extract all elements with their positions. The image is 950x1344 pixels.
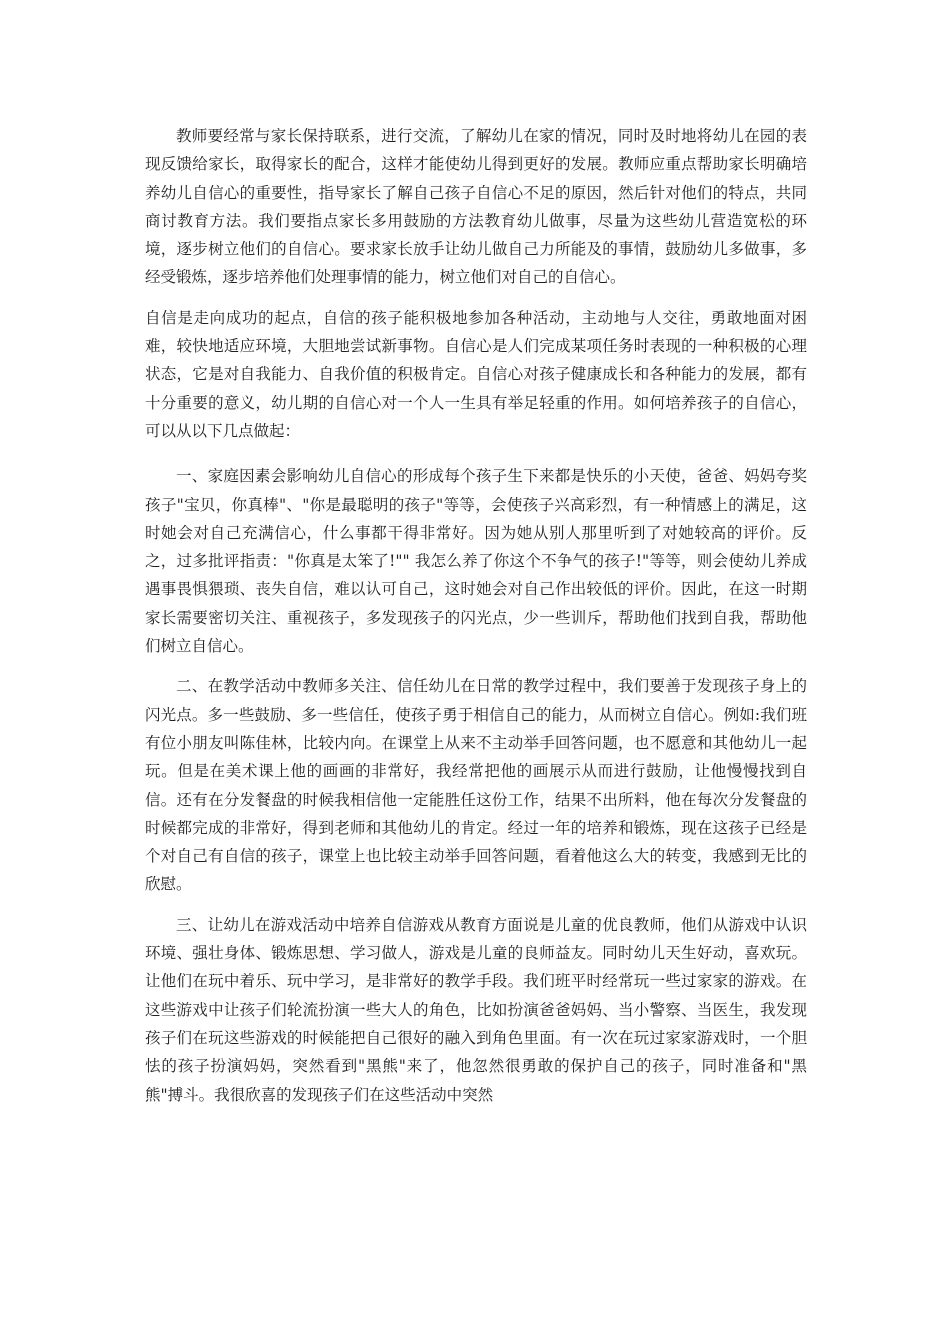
- paragraph-point-one: 一、家庭因素会影响幼儿自信心的形成每个孩子生下来都是快乐的小天使，爸爸、妈妈夸奖孩子"宝贝，你真棒"、"你是最聪明的孩子"等等，会使孩子兴高彩烈，有一种情感上的满足，这时她会对自己充满信心，什么事都干得非常好。因为她从别人那里听到了对她较高的评价。反之，过多批评指责："你真是太笨了!"" 我怎么养了你这个不争气的孩子!"等等，则会使幼儿养成遇事畏惧猥琐、丧失自信，难以认可自己，这时她会对自己作出较低的评价。因此，在这一时期家长需要密切关注、重视孩子，多发现孩子的闪光点，少一些训斥，帮助他们找到自我，帮助他们树立自信心。: [145, 467, 807, 656]
- paragraph-point-three: 三、让幼儿在游戏活动中培养自信游戏从教育方面说是儿童的优良教师，他们从游戏中认识环境、强壮身体、锻炼思想、学习做人，游戏是儿童的良师益友。同时幼儿天生好动，喜欢玩。让他们在玩中着乐、玩中学习，是非常好的教学手段。我们班平时经常玩一些过家家的游戏。在这些游戏中让孩子们轮流扮演一些大人的角色，比如扮演爸爸妈妈、当小警察、当医生，我发现孩子们在玩这些游戏的时候能把自己很好的融入到角色里面。有一次在玩过家家游戏时，一个胆怯的孩子扮演妈妈，突然看到"黑熊"来了，他忽然很勇敢的保护自己的孩子，同时准备和"黑熊"搏斗。我很欣喜的发现孩子们在这些活动中突然: [145, 915, 807, 1104]
- paragraph-family-contact: 教师要经常与家长保持联系，进行交流，了解幼儿在家的情况，同时及时地将幼儿在园的表现反馈给家长，取得家长的配合，这样才能使幼儿得到更好的发展。教师应重点帮助家长明确培养幼儿自信心的重要性，指导家长了解自己孩子自信心不足的原因，然后针对他们的特点，共同商讨教育方法。我们要指点家长多用鼓励的方法教育幼儿做事，尽量为这些幼儿营造宽松的环境，逐步树立他们的自信心。要求家长放手让幼儿做自己力所能及的事情，鼓励幼儿多做事，多经受锻炼，逐步培养他们处理事情的能力，树立他们对自己的自信心。: [145, 127, 807, 287]
- document-body: [145, 122, 807, 1109]
- paragraph-point-two: 二、在教学活动中教师多关注、信任幼儿在日常的教学过程中，我们要善于发现孩子身上的闪光点。多一些鼓励、多一些信任，使孩子勇于相信自己的能力，从而树立自信心。例如:我们班有位小朋友叫陈佳林，比较内向。在课堂上从来不主动举手回答问题，也不愿意和其他幼儿一起玩。但是在美术课上他的画画的非常好，我经常把他的画展示从而进行鼓励，让他慢慢找到自信。还有在分发餐盘的时候我相信他一定能胜任这份工作，结果不出所料，他在每次分发餐盘的时候都完成的非常好，得到老师和其他幼儿的肯定。经过一年的培养和锻炼，现在这孩子已经是个对自己有自信的孩子，课堂上也比较主动举手回答问题，看着他这么大的转变，我感到无比的欣慰。: [145, 677, 807, 894]
- paragraph-confidence-intro: 自信是走向成功的起点，自信的孩子能积极地参加各种活动，主动地与人交往，勇敢地面对困难，较快地适应环境，大胆地尝试新事物。自信心是人们完成某项任务时表现的一种积极的心理状态，它是对自我能力、自我价值的积极肯定。自信心对孩子健康成长和各种能力的发展，都有十分重要的意义，幼儿期的自信心对一个人一生具有举足轻重的作用。如何培养孩子的自信心，可以从以下几点做起：: [145, 308, 807, 440]
